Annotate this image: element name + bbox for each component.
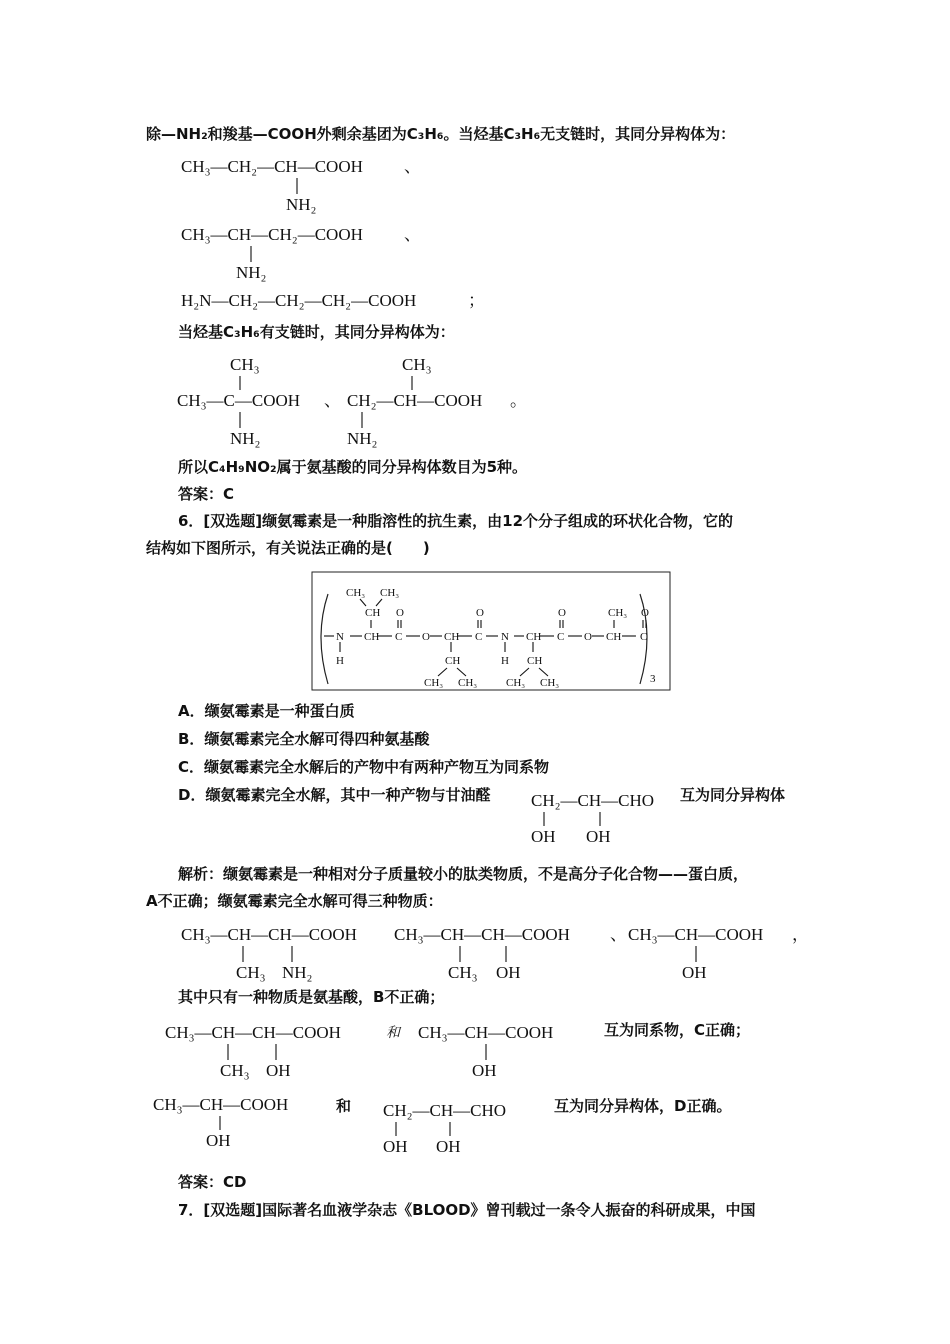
formula-f4-f5 (172, 346, 542, 452)
hydrogen-label: H (501, 655, 509, 667)
and-label: 和 (336, 1097, 352, 1115)
formula-sub: NH₂ (236, 263, 267, 282)
formula-main: CH₃—CH—CH₂—COOH (181, 225, 363, 244)
methyl-label: CH₃ (540, 677, 560, 689)
atom-label: N (336, 631, 344, 643)
methine-label: CH (527, 655, 543, 667)
atom-label: C (395, 631, 403, 643)
atom-label: C (640, 631, 648, 643)
atom-label: CH (364, 631, 380, 643)
methyl-label: CH₃ (380, 587, 400, 599)
atom-label: C (475, 631, 483, 643)
analysis-line-3: 其中只有一种物质是氨基酸，B不正确； (178, 988, 445, 1006)
option-a: A．缬氨霉素是一种蛋白质 (178, 702, 355, 720)
methyl-label: CH₃ (346, 587, 366, 599)
formula-f3 (176, 286, 496, 316)
formula-sub: OH (383, 1137, 408, 1156)
formula-main: CH₃—CH—CH—COOH (394, 925, 570, 944)
formula-main: CH₂—CH—CHO (531, 791, 655, 810)
formula-f1 (176, 150, 436, 218)
formula-sub: NH₂ (347, 429, 378, 448)
bond-line (360, 599, 366, 606)
formula-top: CH₃ (230, 355, 260, 374)
carbonyl-o: O (396, 607, 404, 619)
formula-sep: 、 (404, 157, 421, 176)
formula-sub: OH (586, 827, 611, 846)
hydrolysis-products (176, 918, 816, 984)
formula-sep: 、 (324, 391, 341, 410)
formula-sub: OH (682, 963, 707, 982)
question-6-line-1: 6．[双选题]缬氨霉素是一种脂溶性的抗生素，由12个分子组成的环状化合物，它的 (178, 512, 734, 530)
carbonyl-o: O (641, 607, 649, 619)
atom-label: O (422, 631, 430, 643)
c-conclusion: 互为同系物，C正确； (604, 1021, 751, 1039)
formula-sub: CH₃ (448, 963, 478, 982)
formula-f2 (176, 218, 436, 284)
formula-sub: CH₃ (220, 1061, 250, 1080)
atom-label: CH (526, 631, 542, 643)
bond-line (438, 668, 447, 676)
methyl-label: CH₃ (506, 677, 526, 689)
formula-sub: OH (436, 1137, 461, 1156)
formula-main: CH₂—CH—COOH (347, 391, 483, 410)
analysis-line-2: A不正确；缬氨霉素完全水解可得三种物质： (146, 892, 443, 910)
formula-sep: 。 (510, 391, 527, 410)
formula-sep: 、 (404, 225, 421, 244)
option-d-end: 互为同分异构体 (680, 786, 786, 804)
bond-line (457, 668, 466, 676)
question-7-line-1: 7．[双选题]国际著名血液学杂志《BLOOD》曾刊载过一条令人振奋的科研成果，中国 (178, 1201, 756, 1219)
answer-6: 答案：CD (178, 1173, 247, 1191)
hydrogen-label: H (336, 655, 344, 667)
atom-label: O (584, 631, 592, 643)
formula-main: CH₃—CH—CH—COOH (181, 925, 357, 944)
atom-label: C (557, 631, 565, 643)
methyl-label: CH₃ (608, 607, 628, 619)
text-line: 所以C₄H₉NO₂属于氨基酸的同分异构体数目为5种。 (178, 458, 528, 476)
formula-sub: OH (531, 827, 556, 846)
formula-main: CH₃—CH₂—CH—COOH (181, 157, 363, 176)
answer-5: 答案：C (178, 485, 235, 503)
option-c: C．缬氨霉素完全水解后的产物中有两种产物互为同系物 (178, 758, 550, 776)
formula-sub: CH₃ (236, 963, 266, 982)
formula-sep: 、 (610, 925, 627, 944)
formula-d2 (378, 1094, 538, 1160)
formula-d1 (148, 1090, 328, 1154)
formula-and: 和 (386, 1025, 400, 1041)
formula-c-compare (160, 1016, 600, 1082)
left-paren (321, 594, 328, 684)
carbonyl-o: O (476, 607, 484, 619)
methine-label: CH (445, 655, 461, 667)
atom-label: CH (606, 631, 622, 643)
formula-glyceraldehyde (526, 782, 686, 848)
formula-main: H₂N—CH₂—CH₂—CH₂—COOH (181, 291, 417, 310)
question-6-line-2: 结构如下图所示，有关说法正确的是( ) (146, 539, 430, 557)
formula-sub: NH₂ (230, 429, 261, 448)
atom-label: N (501, 631, 509, 643)
formula-main: CH₂—CH—CHO (383, 1101, 507, 1120)
text-line: 除—NH₂和羧基—COOH外剩余基团为C₃H₆。当烃基C₃H₆无支链时，其同分异构体为： (146, 125, 736, 143)
bond-line (520, 668, 529, 676)
bond-line (376, 599, 382, 606)
option-d: D．缬氨霉素完全水解，其中一种产物与甘油醛 (178, 786, 491, 804)
formula-sub: OH (496, 963, 521, 982)
repeat-subscript: 3 (650, 673, 656, 685)
carbonyl-o: O (558, 607, 566, 619)
formula-main: CH₃—CH—COOH (418, 1023, 554, 1042)
formula-main: CH₃—CH—CH—COOH (165, 1023, 341, 1042)
formula-sub: OH (206, 1131, 231, 1150)
formula-sep: ， (792, 925, 809, 944)
methyl-label: CH₃ (424, 677, 444, 689)
formula-sub: NH₂ (286, 195, 317, 214)
d-conclusion: 互为同分异构体，D正确。 (554, 1097, 732, 1115)
analysis-line-1: 解析：缬氨霉素是一种相对分子质量较小的肽类物质，不是高分子化合物——蛋白质， (178, 865, 749, 883)
text-line: 当烃基C₃H₆有支链时，其同分异构体为： (178, 323, 455, 341)
valinomycin-structure (310, 570, 676, 696)
formula-sub: OH (472, 1061, 497, 1080)
formula-main: CH₃—CH—COOH (628, 925, 764, 944)
formula-main: CH₃—CH—COOH (153, 1095, 289, 1114)
formula-main: CH₃—C—COOH (177, 391, 301, 410)
methine-label: CH (365, 607, 381, 619)
option-b: B．缬氨霉素完全水解可得四种氨基酸 (178, 730, 430, 748)
formula-sep: ； (468, 291, 485, 310)
atom-label: CH (444, 631, 460, 643)
formula-sub: NH₂ (282, 963, 313, 982)
formula-top: CH₃ (402, 355, 432, 374)
bond-line (539, 668, 548, 676)
methyl-label: CH₃ (458, 677, 478, 689)
formula-sub: OH (266, 1061, 291, 1080)
